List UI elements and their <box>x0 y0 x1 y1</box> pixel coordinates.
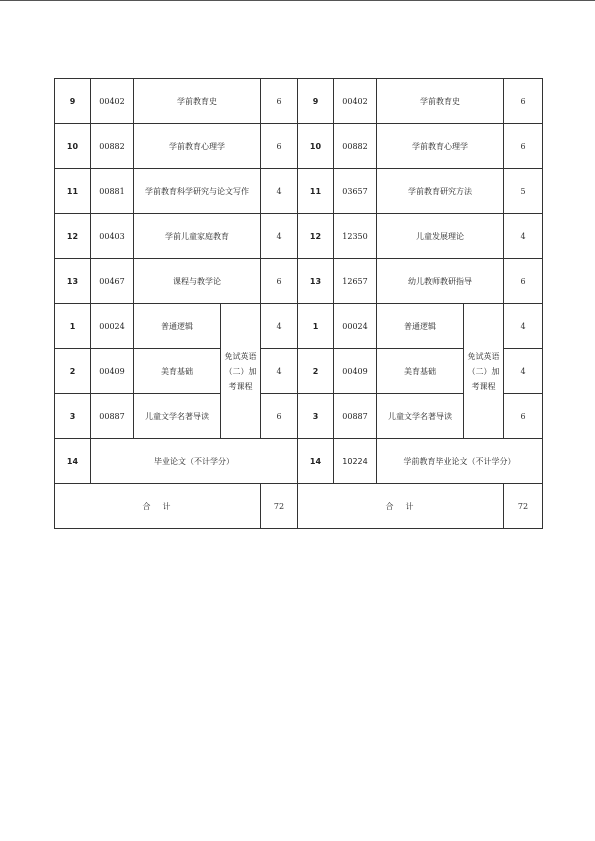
course-code: 00882 <box>91 124 134 169</box>
table-row <box>55 214 543 259</box>
course-code: 00409 <box>334 349 377 394</box>
course-name: 幼儿教师教研指导 <box>377 259 504 304</box>
course-name: 学前儿童家庭教育 <box>134 214 261 259</box>
thesis-name: 学前教育毕业论文（不计学分） <box>377 439 543 484</box>
course-credit: 4 <box>261 304 298 349</box>
table-row <box>55 304 543 349</box>
alt-course-note: 免试英语（二）加考课程 <box>221 304 261 439</box>
table-row <box>55 259 543 304</box>
course-credit: 6 <box>261 259 298 304</box>
course-code: 12657 <box>334 259 377 304</box>
total-label: 合 计 <box>298 484 504 529</box>
top-rule <box>0 0 595 1</box>
table-row <box>55 169 543 214</box>
course-name: 学前教育研究方法 <box>377 169 504 214</box>
course-code: 00402 <box>91 79 134 124</box>
course-name: 普通逻辑 <box>134 304 221 349</box>
course-code: 12350 <box>334 214 377 259</box>
course-code: 03657 <box>334 169 377 214</box>
course-number: 3 <box>298 394 334 439</box>
course-number: 3 <box>55 394 91 439</box>
course-code: 00881 <box>91 169 134 214</box>
course-credit: 6 <box>261 394 298 439</box>
total-credit: 72 <box>261 484 298 529</box>
course-name: 儿童发展理论 <box>377 214 504 259</box>
course-name: 学前教育心理学 <box>377 124 504 169</box>
course-number: 13 <box>298 259 334 304</box>
course-credit: 5 <box>504 169 543 214</box>
course-name: 课程与教学论 <box>134 259 261 304</box>
course-credit: 4 <box>504 304 543 349</box>
course-code: 00887 <box>91 394 134 439</box>
course-credit: 6 <box>261 79 298 124</box>
course-name: 学前教育心理学 <box>134 124 261 169</box>
course-number: 12 <box>55 214 91 259</box>
course-credit: 4 <box>504 214 543 259</box>
course-name: 学前教育史 <box>377 79 504 124</box>
course-number: 1 <box>55 304 91 349</box>
course-number: 2 <box>298 349 334 394</box>
course-credit: 6 <box>504 259 543 304</box>
course-code: 00024 <box>334 304 377 349</box>
course-code: 00882 <box>334 124 377 169</box>
course-number: 11 <box>55 169 91 214</box>
course-name: 儿童文学名著导读 <box>377 394 464 439</box>
course-code: 00887 <box>334 394 377 439</box>
thesis-name: 毕业论文（不计学分） <box>91 439 298 484</box>
course-name: 儿童文学名著导读 <box>134 394 221 439</box>
course-name: 普通逻辑 <box>377 304 464 349</box>
course-code: 10224 <box>334 439 377 484</box>
course-number: 12 <box>298 214 334 259</box>
course-number: 9 <box>55 79 91 124</box>
course-name: 美育基础 <box>377 349 464 394</box>
course-number: 10 <box>298 124 334 169</box>
course-credit: 4 <box>504 349 543 394</box>
course-code: 00403 <box>91 214 134 259</box>
course-number: 1 <box>298 304 334 349</box>
course-number: 2 <box>55 349 91 394</box>
total-credit: 72 <box>504 484 543 529</box>
course-code: 00409 <box>91 349 134 394</box>
course-credit: 4 <box>261 349 298 394</box>
course-credit: 4 <box>261 214 298 259</box>
course-number: 14 <box>298 439 334 484</box>
course-code: 00467 <box>91 259 134 304</box>
alt-course-note: 免试英语（二）加考课程 <box>464 304 504 439</box>
course-plan-table <box>54 78 543 529</box>
thesis-row <box>55 439 543 484</box>
course-credit: 6 <box>504 124 543 169</box>
course-credit: 4 <box>261 169 298 214</box>
table-row <box>55 124 543 169</box>
total-row <box>55 484 543 529</box>
total-label: 合 计 <box>55 484 261 529</box>
course-number: 11 <box>298 169 334 214</box>
course-credit: 6 <box>504 394 543 439</box>
course-number: 10 <box>55 124 91 169</box>
course-number: 9 <box>298 79 334 124</box>
course-name: 美育基础 <box>134 349 221 394</box>
course-name: 学前教育史 <box>134 79 261 124</box>
course-code: 00402 <box>334 79 377 124</box>
course-credit: 6 <box>504 79 543 124</box>
course-name: 学前教育科学研究与论文写作 <box>134 169 261 214</box>
table-row <box>55 79 543 124</box>
course-code: 00024 <box>91 304 134 349</box>
course-credit: 6 <box>261 124 298 169</box>
course-number: 14 <box>55 439 91 484</box>
course-number: 13 <box>55 259 91 304</box>
